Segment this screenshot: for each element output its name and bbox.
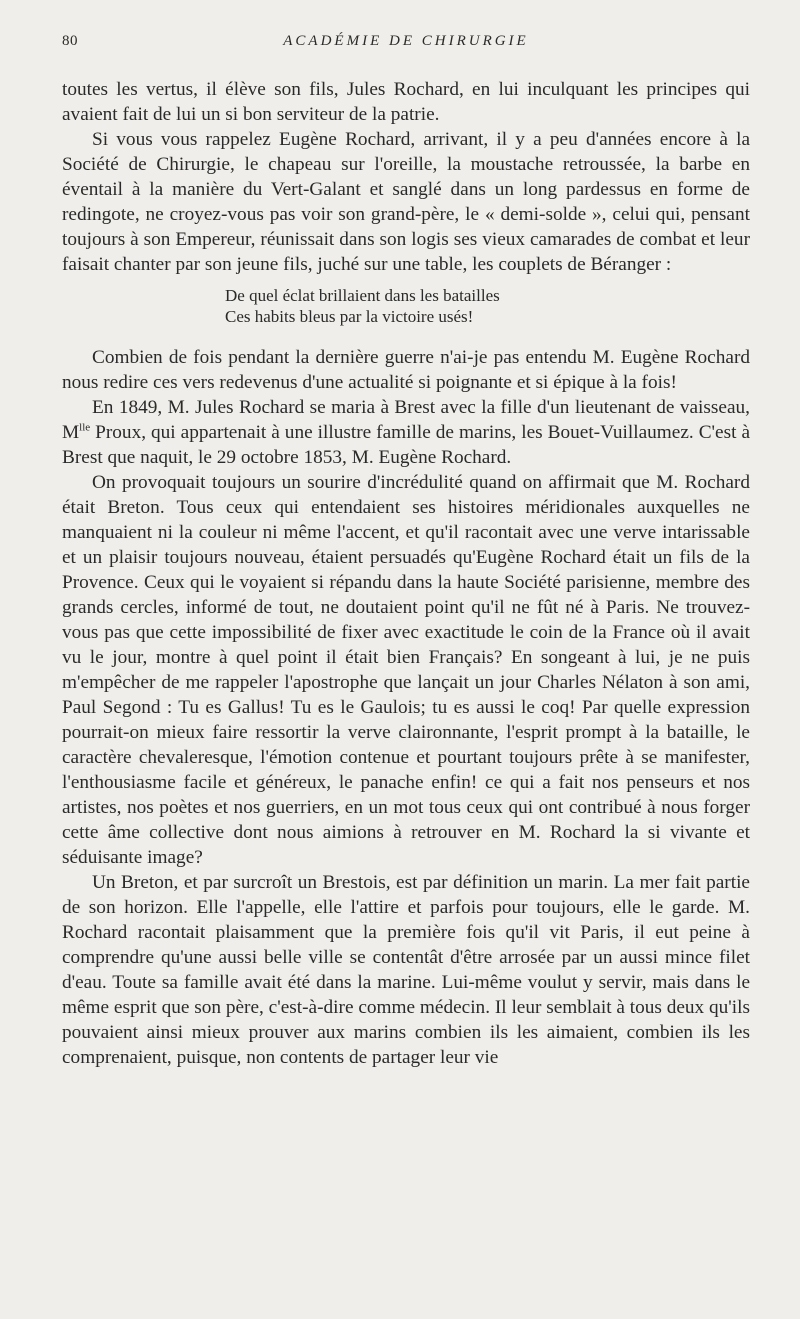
verse-line-2: Ces habits bleus par la victoire usés! (225, 307, 474, 326)
mademoiselle-abbrev: lle (79, 421, 91, 434)
paragraph-4-start: En 1849, M. Jules Rochard se maria à Brest avec la fille d'un lieutenant de vaisseau, M (62, 397, 750, 443)
verse-line-1: De quel éclat brillaient dans les batailles (225, 286, 500, 305)
verse-quote (225, 285, 750, 327)
paragraph-5: On provoquait toujours un sourire d'incrédulité quand on affirmait que M. Rochard était Breton. Tous ceux qui entendaient ses histoires méridionales auxquelles ne manquaient ni la couleur ni même l'accent, et qu'il racontait avec une verve intarissable et un plaisir toujours nouveau, étaient persuadés qu'Eugène Rochard était un fils de la Provence. Ceux qui le voyaient si répandu dans la haute Société parisienne, membre des grands cercles, informé de tout, ne doutaient point qu'il ne fût né à Paris. Ne trouvez-vous pas que cette impossibilité de fixer avec exactitude le coin de la France où il avait vu le jour, montre à quel point il était bien Français? En songeant à lui, je ne puis m'empêcher de me rappeler l'apostrophe que lançait un jour Charles Nélaton à son ami, Paul Segond : Tu es Gallus! Tu es le Gaulois; tu es aussi le coq! Par quelle expression pourrait-on mieux faire ressortir la verve claironnante, l'esprit prompt à la bataille, le caractère chevaleresque, l'émotion contenue et pourtant toujours prête à se manifester, l'enthousiasme facile et généreux, le panache enfin! ce qui a fait nos penseurs et nos artistes, nos poètes et nos guerriers, en un mot tous ceux qui ont contribué à nous forger cette âme collective dont nous aimions à retrouver en M. Rochard la si vivante et séduisante image? (62, 472, 750, 868)
paragraph-6: Un Breton, et par surcroît un Brestois, est par définition un marin. La mer fait partie de son horizon. Elle l'appelle, elle l'attire et parfois pour toujours, elle le garde. M. Rochard racontait plaisamment que la première fois qu'il vit Paris, il eut peine à comprendre qu'une aussi belle ville se contentât d'être arrosée par un aussi mince filet d'eau. Toute sa famille avait été dans la marine. Lui-même voulut y servir, mais dans le même esprit que son père, c'est-à-dire comme médecin. Il leur semblait à tous deux qu'ils pouvaient ainsi mieux prouver aux marins combien ils les aimaient, combien ils les comprenaient, puisque, non contents de partager leur vie (62, 872, 750, 1068)
paragraph-3: Combien de fois pendant la dernière guerre n'ai-je pas entendu M. Eugène Rochard nous redire ces vers redevenus d'une actualité si poignante et si épique à la fois! (62, 347, 750, 393)
running-head (62, 33, 750, 53)
paragraph-2: Si vous vous rappelez Eugène Rochard, arrivant, il y a peu d'années encore à la Société de Chirurgie, le chapeau sur l'oreille, la moustache retroussée, la barbe en éventail à la manière du Vert-Galant et sanglé dans un long pardessus en forme de redingote, ne croyez-vous pas voir son grand-père, le « demi-solde », celui qui, pensant toujours à son Empereur, réunissait dans son logis ses vieux camarades de combat et leur faisait chanter par son jeune fils, juché sur une table, les couplets de Béranger : (62, 129, 750, 275)
paragraph-4-end: Proux, qui appartenait à une illustre famille de marins, les Bouet-Vuillaumez. C'est à Brest que naquit, le 29 octobre 1853, M. Eugène Rochard. (62, 422, 750, 468)
paragraph-4 (62, 395, 750, 470)
page-number: 80 (62, 33, 78, 49)
paragraph-1: toutes les vertus, il élève son fils, Jules Rochard, en lui inculquant les principes qui avaient fait de lui un si bon serviteur de la patrie. (62, 79, 750, 125)
running-title: ACADÉMIE DE CHIRURGIE (283, 33, 529, 49)
body-text (62, 77, 750, 1070)
